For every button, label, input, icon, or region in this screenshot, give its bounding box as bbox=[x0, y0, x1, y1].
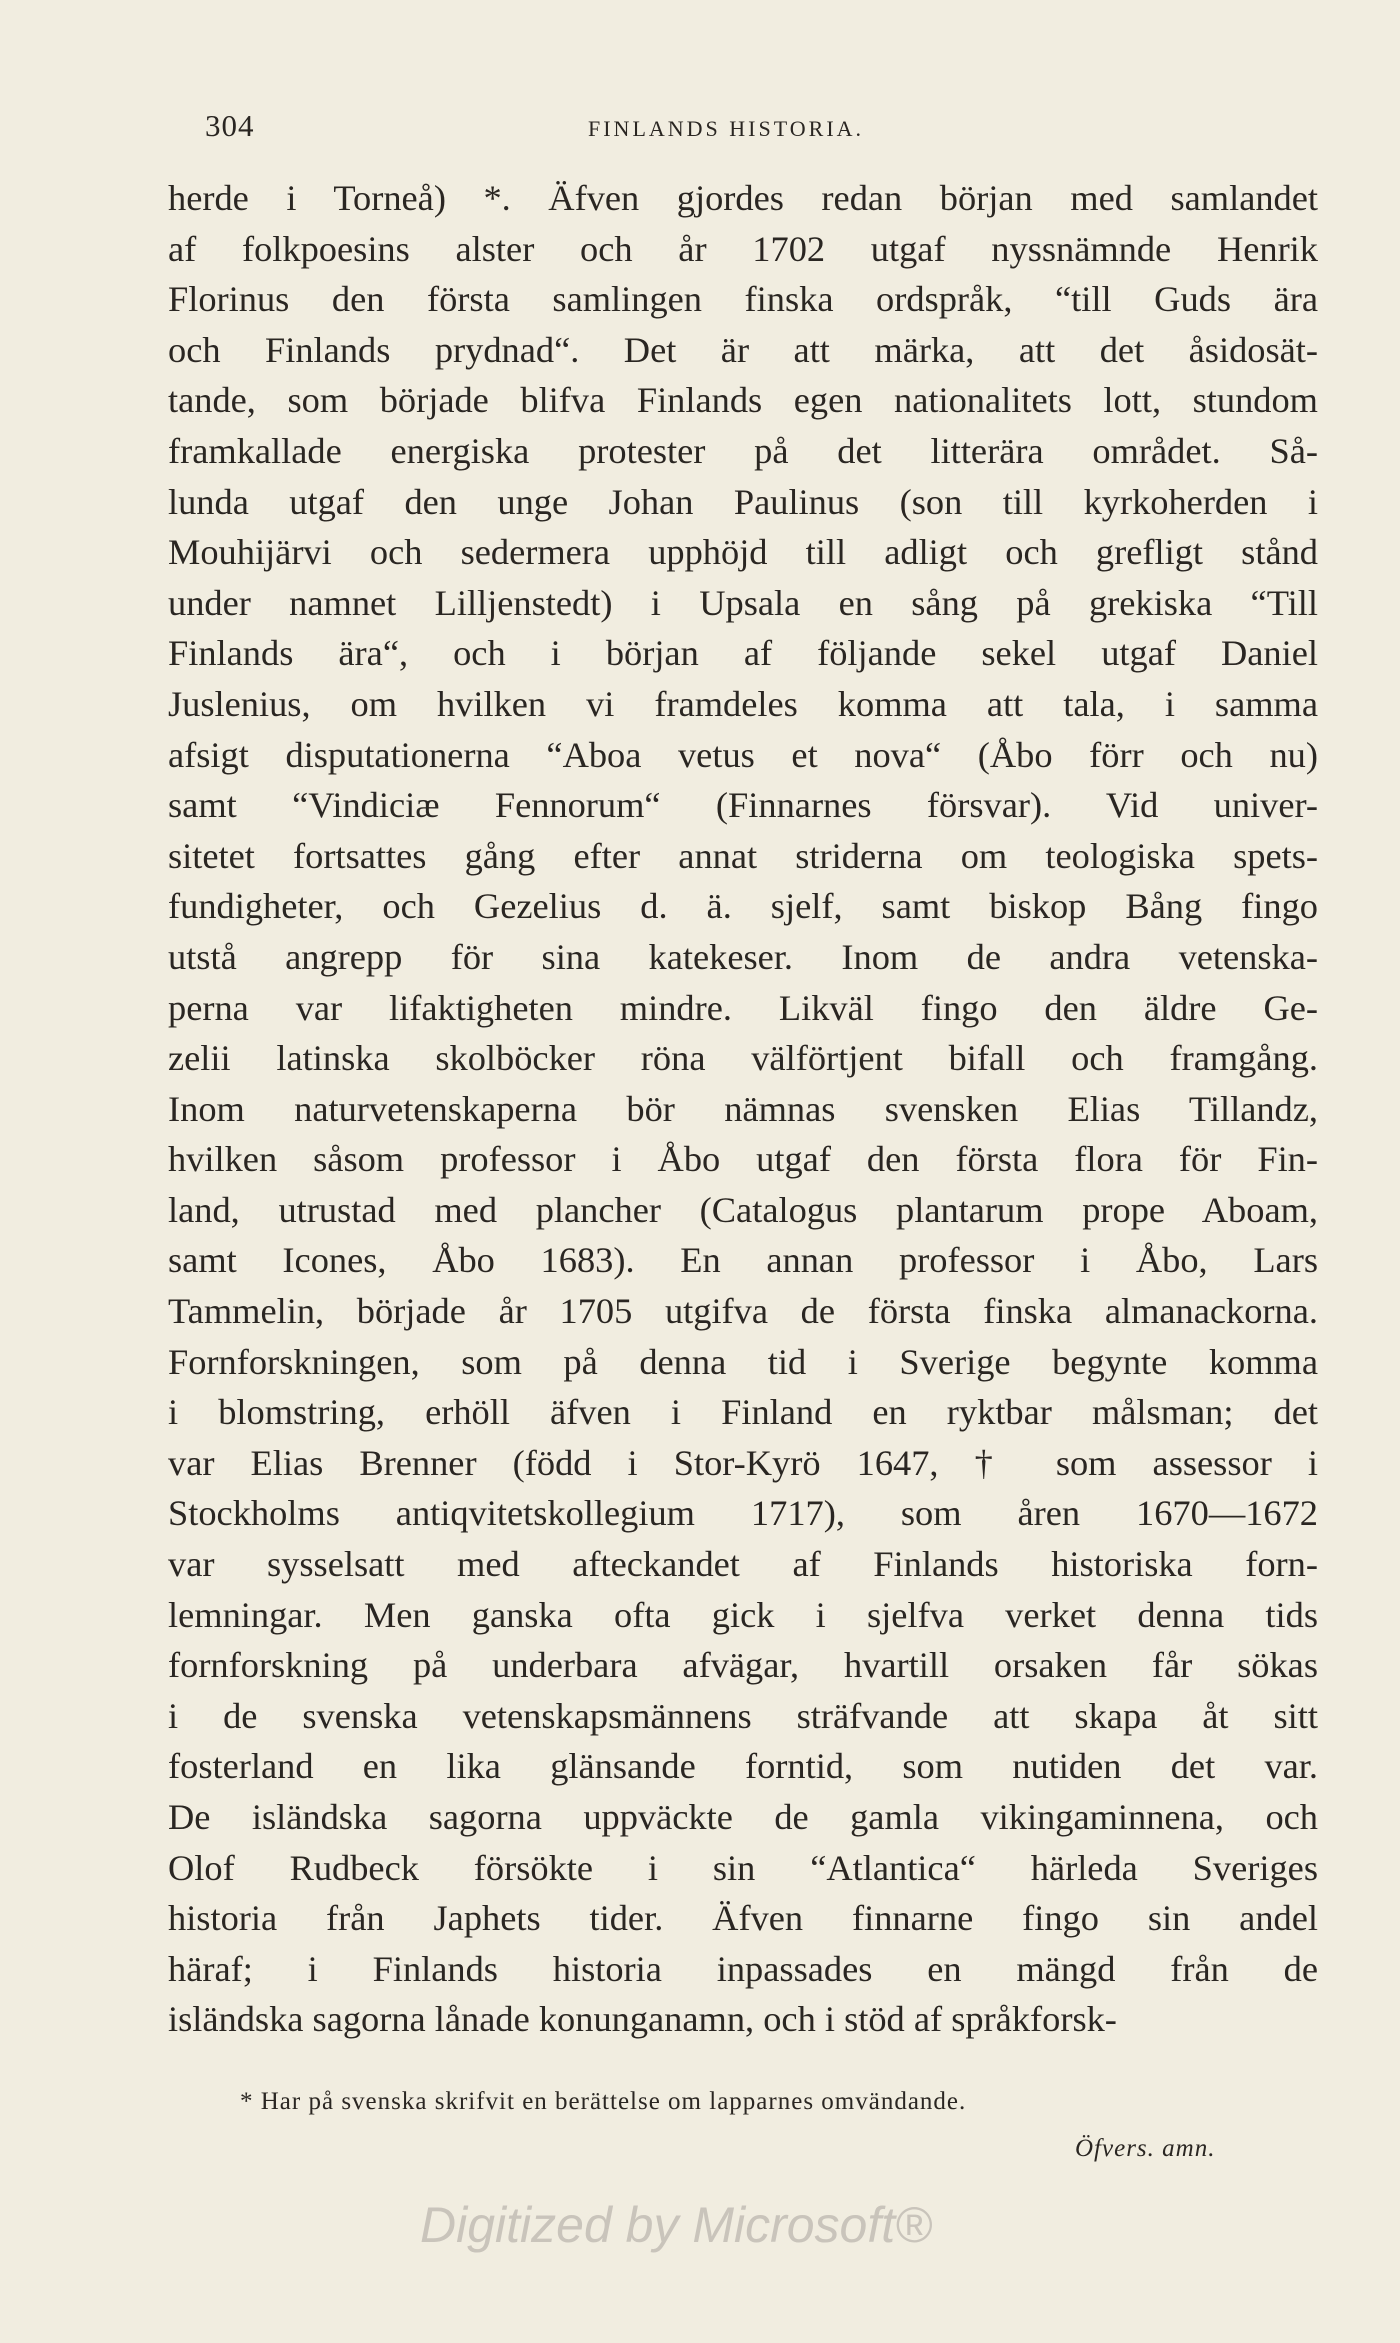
text-line: hvilken såsom professor i Åbo utgaf den första flora för Fin- bbox=[168, 1139, 1318, 1180]
text-line: i de svenska vetenskapsmännens sträfvande att skapa åt sitt bbox=[168, 1695, 1318, 1736]
text-line: och Finlands prydnad“. Det är att märka, att det åsidosät- bbox=[168, 329, 1318, 370]
body-text bbox=[168, 173, 1318, 2045]
text-line: framkallade energiska protester på det litterära området. Så- bbox=[168, 430, 1318, 471]
text-line: zelii latinska skolböcker röna välförtjent bifall och framgång. bbox=[168, 1038, 1318, 1079]
text-line: Mouhijärvi och sedermera upphöjd till adligt och grefligt stånd bbox=[168, 532, 1318, 573]
running-head: FINLANDS HISTORIA. bbox=[588, 116, 865, 141]
text-line: Olof Rudbeck försökte i sin “Atlantica“ härleda Sveriges bbox=[168, 1847, 1318, 1888]
text-line: land, utrustad med plancher (Catalogus plantarum prope Aboam, bbox=[168, 1189, 1318, 1230]
text-line: lemningar. Men ganska ofta gick i sjelfva verket denna tids bbox=[168, 1594, 1318, 1635]
text-line: Inom naturvetenskaperna bör nämnas svensken Elias Tillandz, bbox=[168, 1088, 1318, 1129]
text-line: sitetet fortsattes gång efter annat striderna om teologiska spets- bbox=[168, 835, 1318, 876]
text-line: utstå angrepp för sina katekeser. Inom de andra vetenska- bbox=[168, 936, 1318, 977]
text-line: fundigheter, och Gezelius d. ä. sjelf, samt biskop Bång fingo bbox=[168, 886, 1318, 927]
text-line: De isländska sagorna uppväckte de gamla vikingaminnena, och bbox=[168, 1797, 1318, 1837]
text-line: samt Icones, Åbo 1683). En annan professor i Åbo, Lars bbox=[168, 1240, 1318, 1281]
page-number: 304 bbox=[205, 108, 255, 143]
footnote: * Har på svenska skrifvit en berättelse om lapparnes omvändande. bbox=[240, 2088, 967, 2115]
text-line: samt “Vindiciæ Fennorum“ (Finnarnes försvar). Vid univer- bbox=[168, 785, 1318, 826]
text-line: var sysselsatt med afteckandet af Finlands historiska forn- bbox=[168, 1544, 1318, 1585]
text-line: Juslenius, om hvilken vi framdeles komma att tala, i samma bbox=[168, 683, 1318, 724]
text-line: var Elias Brenner (född i Stor-Kyrö 1647, † som assessor i bbox=[168, 1442, 1318, 1483]
text-line: historia från Japhets tider. Äfven finnarne fingo sin andel bbox=[168, 1898, 1318, 1939]
text-line: Florinus den första samlingen finska ordspråk, “till Guds ära bbox=[168, 279, 1318, 320]
text-line: lunda utgaf den unge Johan Paulinus (son till kyrkoherden i bbox=[168, 481, 1318, 522]
text-line: häraf; i Finlands historia inpassades en mängd från de bbox=[168, 1948, 1318, 1989]
text-line: i blomstring, erhöll äfven i Finland en ryktbar målsman; det bbox=[168, 1392, 1318, 1433]
text-line: Tammelin, började år 1705 utgifva de första finska almanackorna. bbox=[168, 1291, 1318, 1332]
text-line: tande, som började blifva Finlands egen nationalitets lott, stundom bbox=[168, 380, 1318, 421]
text-line: herde i Torneå) *. Äfven gjordes redan början med samlandet bbox=[168, 178, 1318, 218]
text-line: Stockholms antiqvitetskollegium 1717), som åren 1670—1672 bbox=[168, 1493, 1318, 1534]
footnote-signature: Öfvers. amn. bbox=[1075, 2135, 1216, 2162]
text-line: Fornforskningen, som på denna tid i Sverige begynte komma bbox=[168, 1341, 1318, 1382]
text-line: afsigt disputationerna “Aboa vetus et nova“ (Åbo förr och nu) bbox=[168, 734, 1318, 775]
text-line: isländska sagorna lånade konunganamn, och i stöd af språkforsk- bbox=[168, 1999, 1117, 2040]
page-header bbox=[205, 108, 1205, 148]
text-line: fosterland en lika glänsande forntid, som nutiden det var. bbox=[168, 1746, 1318, 1787]
text-line: under namnet Lilljenstedt) i Upsala en sång på grekiska “Till bbox=[168, 582, 1318, 623]
text-line: af folkpoesins alster och år 1702 utgaf nyssnämnde Henrik bbox=[168, 228, 1318, 269]
text-line: perna var lifaktigheten mindre. Likväl fingo den äldre Ge- bbox=[168, 987, 1318, 1028]
digitization-watermark: Digitized by Microsoft® bbox=[420, 2197, 932, 2253]
text-line: Finlands ära“, och i början af följande sekel utgaf Daniel bbox=[168, 633, 1318, 674]
text-line: fornforskning på underbara afvägar, hvartill orsaken får sökas bbox=[168, 1645, 1318, 1686]
